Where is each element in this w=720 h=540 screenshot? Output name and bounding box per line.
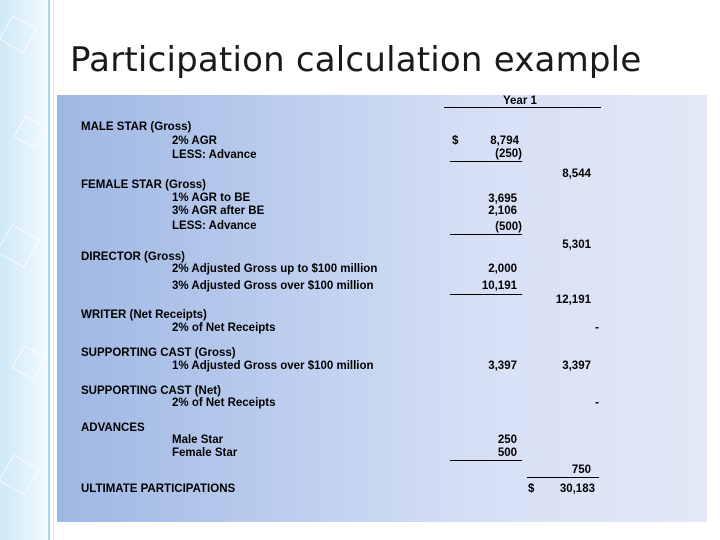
supporting-net-label: 2% of Net Receipts — [172, 397, 276, 409]
hexagon-decoration — [0, 224, 40, 268]
advances-male-star-label: Male Star — [172, 434, 224, 446]
male-star-heading: MALE STAR (Gross) — [81, 121, 192, 133]
supporting-net-heading: SUPPORTING CAST (Net) — [81, 385, 221, 397]
writer-net-label: 2% of Net Receipts — [172, 322, 276, 334]
male-star-advance-label: LESS: Advance — [172, 149, 257, 161]
director-up-to-label: 2% Adjusted Gross up to $100 million — [172, 263, 378, 275]
ultimate-participations-heading: ULTIMATE PARTICIPATIONS — [81, 483, 236, 495]
female-star-heading: FEMALE STAR (Gross) — [81, 179, 207, 191]
female-star-total: 5,301 — [562, 239, 591, 251]
column-header: Year 1 — [503, 95, 537, 107]
ultimate-currency: $ — [528, 483, 535, 495]
advances-male-star-value: 250 — [497, 434, 517, 446]
supporting-net-total: - — [595, 397, 599, 409]
left-divider-line-thin — [53, 0, 54, 540]
female-star-advance-label: LESS: Advance — [172, 220, 257, 232]
hexagon-decoration — [14, 116, 47, 149]
female-star-subtotal-rule — [450, 234, 522, 235]
advances-total: 750 — [571, 464, 591, 476]
director-over-label: 3% Adjusted Gross over $100 million — [172, 280, 374, 292]
female-star-agr-be-value: 3,695 — [488, 193, 517, 205]
director-over-value: 10,191 — [481, 280, 517, 292]
male-star-total: 8,544 — [562, 168, 591, 180]
supporting-gross-value: 3,397 — [488, 360, 517, 372]
participation-table — [57, 95, 707, 522]
left-decorative-band — [0, 0, 50, 540]
supporting-gross-label: 1% Adjusted Gross over $100 million — [172, 360, 374, 372]
advances-female-star-value: 500 — [497, 447, 517, 459]
hexagon-decoration — [0, 15, 37, 53]
advances-female-star-label: Female Star — [172, 447, 238, 459]
director-heading: DIRECTOR (Gross) — [81, 251, 185, 263]
hexagon-decoration — [11, 345, 47, 381]
male-star-subtotal-rule — [450, 161, 522, 162]
male-star-agr-value: 8,794 — [490, 135, 519, 147]
supporting-gross-heading: SUPPORTING CAST (Gross) — [81, 347, 236, 359]
director-subtotal-rule — [450, 294, 522, 295]
hexagon-decoration — [0, 455, 39, 496]
male-star-agr-label: 2% AGR — [172, 135, 217, 147]
advances-heading: ADVANCES — [81, 422, 145, 434]
female-star-agr-after-be-value: 2,106 — [488, 205, 517, 217]
female-star-advance-value: (500) — [495, 221, 522, 233]
female-star-agr-after-be-label: 3% AGR after BE — [172, 205, 265, 217]
supporting-gross-total: 3,397 — [562, 360, 591, 372]
director-total: 12,191 — [555, 294, 591, 306]
writer-heading: WRITER (Net Receipts) — [81, 309, 207, 321]
advances-total-rule — [527, 477, 599, 478]
slide-title: Participation calculation example — [70, 40, 642, 80]
writer-total: - — [595, 322, 599, 334]
female-star-agr-be-label: 1% AGR to BE — [172, 192, 251, 204]
director-up-to-value: 2,000 — [488, 263, 517, 275]
ultimate-total: 30,183 — [559, 483, 595, 495]
advances-subtotal-rule — [450, 460, 522, 461]
left-divider-line — [48, 0, 50, 540]
male-star-advance-value: (250) — [495, 148, 522, 160]
male-star-currency: $ — [452, 135, 459, 147]
